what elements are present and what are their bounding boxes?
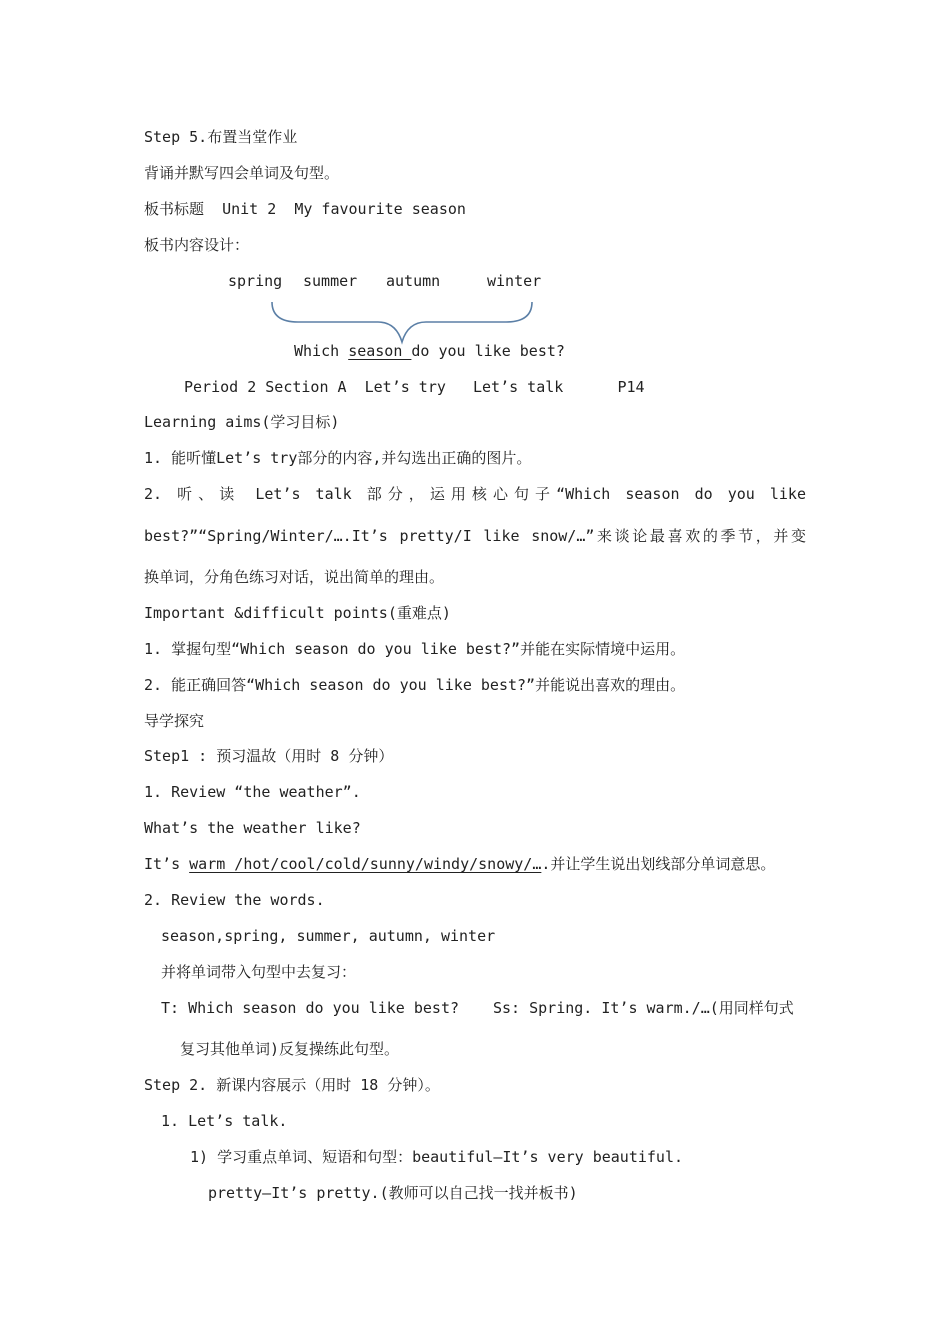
board-design-label: 板书内容设计： [144,236,250,254]
homework-text: 背诵并默写四会单词及句型。 [144,164,340,182]
board-title-name: My favourite season [294,200,466,218]
learning-aims-title: Learning aims(学习目标) [144,413,340,431]
words-list: season,spring, summer, autumn, winter [161,927,496,945]
review-1: 1. Review “the weather”. [144,783,361,801]
dialog-students: Ss: Spring. It’s warm./…(用同样句式 [493,999,794,1017]
season-winter: winter [487,272,542,290]
aim-2-line-1: 2. 听、读 Let’s talk 部分，运用核心句子“Which season do you like [144,485,806,503]
board-title-unit: Unit 2 [222,200,277,218]
period-line: Period 2 Section A Let’s try Let’s talk P14 [184,378,645,396]
aim-2-line-3: 换单词，分角色练习对话，说出简单的理由。 [144,568,445,586]
board-title-label: 板书标题 [144,200,205,218]
board-title-line [144,199,466,219]
board-question [294,341,565,361]
points-title: Important &difficult points(重难点) [144,604,451,622]
board-question-season: season [348,342,412,360]
point-1: 1. 掌握句型“Which season do you like best?”并能在实际情境中运用。 [144,640,686,658]
lets-talk-title: 1. Let’s talk. [161,1112,288,1130]
season-spring: spring [228,272,283,290]
key-point-1: 1) 学习重点单词、短语和句型：beautiful—It’s very beautiful. [190,1148,684,1166]
key-point-2: pretty—It’s pretty.(教师可以自己找一找并板书) [208,1184,578,1202]
weather-answer-words: warm /hot/cool/cold/sunny/windy/snowy/… [189,855,542,873]
words-note: 并将单词带入句型中去复习： [161,963,357,981]
weather-answer [144,854,775,874]
dialog-continuation: 复习其他单词)反复操练此句型。 [180,1040,400,1058]
dialog-teacher: T: Which season do you like best? [161,999,460,1017]
season-autumn: autumn [386,272,441,290]
curly-brace [270,300,534,346]
guide-title: 导学探究 [144,712,205,730]
point-2: 2. 能正确回答“Which season do you like best?”并能说出喜欢的理由。 [144,676,686,694]
step5-heading: Step 5.布置当堂作业 [144,128,298,146]
weather-answer-post: .并让学生说出划线部分单词意思。 [541,855,776,873]
board-question-post: do you like best? [411,342,565,360]
step1-title: Step1 : 预习温故（用时 8 分钟） [144,747,394,765]
board-question-pre: Which [294,342,349,360]
weather-question: What’s the weather like? [144,819,361,837]
aim-2-line-2: best?”“Spring/Winter/….It’s pretty/I like snow/…”来谈论最喜欢的季节，并变 [144,527,806,545]
review-2: 2. Review the words. [144,891,325,909]
season-summer: summer [303,272,358,290]
step2-title: Step 2. 新课内容展示（用时 18 分钟）。 [144,1076,440,1094]
weather-answer-pre: It’s [144,855,190,873]
aim-1: 1. 能听懂Let’s try部分的内容,并勾选出正确的图片。 [144,449,532,467]
